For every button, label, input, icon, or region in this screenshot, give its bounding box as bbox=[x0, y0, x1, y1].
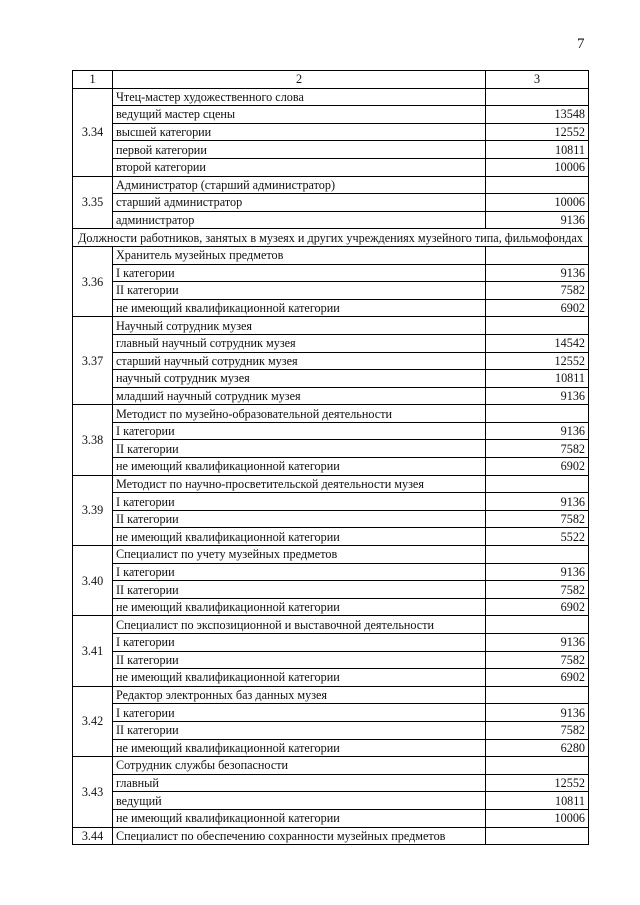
section-heading: Должности работников, занятых в музеях и других учреждениях музейного типа, фильмофондах bbox=[73, 229, 589, 247]
position-label: II категории bbox=[113, 440, 486, 458]
salary-value: 7582 bbox=[486, 721, 589, 739]
table-row bbox=[73, 493, 589, 511]
position-label: не имеющий квалификационной категории bbox=[113, 669, 486, 687]
salary-value: 6902 bbox=[486, 598, 589, 616]
position-title: Чтец-мастер художественного слова bbox=[113, 88, 486, 106]
group-title-row bbox=[73, 827, 589, 845]
item-number: 3.41 bbox=[73, 616, 113, 686]
salary-value: 12552 bbox=[486, 352, 589, 370]
position-label: I категории bbox=[113, 264, 486, 282]
salary-value: 7582 bbox=[486, 440, 589, 458]
group-title-row bbox=[73, 546, 589, 564]
position-label: II категории bbox=[113, 651, 486, 669]
position-label: не имеющий квалификационной категории bbox=[113, 299, 486, 317]
position-label: I категории bbox=[113, 422, 486, 440]
column-header-2: 2 bbox=[113, 71, 486, 89]
position-label: администратор bbox=[113, 211, 486, 229]
position-title-value bbox=[486, 176, 589, 194]
column-header-3: 3 bbox=[486, 71, 589, 89]
position-title: Администратор (старший администратор) bbox=[113, 176, 486, 194]
table-row bbox=[73, 739, 589, 757]
salary-value: 12552 bbox=[486, 123, 589, 141]
group-title-row bbox=[73, 405, 589, 423]
salary-value: 10811 bbox=[486, 370, 589, 388]
table-row bbox=[73, 370, 589, 388]
position-title-value bbox=[486, 546, 589, 564]
table-header-row bbox=[73, 71, 589, 89]
salary-value: 5522 bbox=[486, 528, 589, 546]
position-label: I категории bbox=[113, 704, 486, 722]
group-title-row bbox=[73, 475, 589, 493]
position-label: старший научный сотрудник музея bbox=[113, 352, 486, 370]
table-row bbox=[73, 581, 589, 599]
salary-value: 7582 bbox=[486, 651, 589, 669]
salary-value: 10811 bbox=[486, 792, 589, 810]
salary-value: 6902 bbox=[486, 669, 589, 687]
page-number: 7 bbox=[577, 36, 585, 52]
table-row bbox=[73, 721, 589, 739]
salary-value: 12552 bbox=[486, 774, 589, 792]
position-title: Сотрудник службы безопасности bbox=[113, 757, 486, 775]
salary-value: 10006 bbox=[486, 158, 589, 176]
position-title: Специалист по учету музейных предметов bbox=[113, 546, 486, 564]
position-title: Редактор электронных баз данных музея bbox=[113, 686, 486, 704]
salary-value: 14542 bbox=[486, 334, 589, 352]
group-title-row bbox=[73, 317, 589, 335]
table-row bbox=[73, 528, 589, 546]
salary-value: 6280 bbox=[486, 739, 589, 757]
position-label: не имеющий квалификационной категории bbox=[113, 739, 486, 757]
position-label: II категории bbox=[113, 282, 486, 300]
position-label: ведущий мастер сцены bbox=[113, 106, 486, 124]
salary-value: 7582 bbox=[486, 581, 589, 599]
group-title-row bbox=[73, 88, 589, 106]
salary-value: 7582 bbox=[486, 282, 589, 300]
table-row bbox=[73, 264, 589, 282]
position-label: не имеющий квалификационной категории bbox=[113, 458, 486, 476]
table-row bbox=[73, 141, 589, 159]
salary-value: 9136 bbox=[486, 264, 589, 282]
salary-value: 9136 bbox=[486, 563, 589, 581]
table-row bbox=[73, 299, 589, 317]
item-number: 3.36 bbox=[73, 246, 113, 316]
table-row bbox=[73, 458, 589, 476]
salary-value: 9136 bbox=[486, 493, 589, 511]
table-row bbox=[73, 282, 589, 300]
table-row bbox=[73, 704, 589, 722]
table-row bbox=[73, 563, 589, 581]
position-label: научный сотрудник музея bbox=[113, 370, 486, 388]
item-number: 3.40 bbox=[73, 546, 113, 616]
position-label: II категории bbox=[113, 721, 486, 739]
salary-value: 13548 bbox=[486, 106, 589, 124]
item-number: 3.34 bbox=[73, 88, 113, 176]
table-row bbox=[73, 387, 589, 405]
salary-value: 10006 bbox=[486, 809, 589, 827]
position-title-value bbox=[486, 405, 589, 423]
salary-value: 9136 bbox=[486, 387, 589, 405]
item-number: 3.42 bbox=[73, 686, 113, 756]
position-label: не имеющий квалификационной категории bbox=[113, 598, 486, 616]
position-title-value bbox=[486, 827, 589, 845]
position-title: Хранитель музейных предметов bbox=[113, 246, 486, 264]
salary-value: 6902 bbox=[486, 458, 589, 476]
position-title-value bbox=[486, 475, 589, 493]
section-heading-row bbox=[73, 229, 589, 247]
position-label: младший научный сотрудник музея bbox=[113, 387, 486, 405]
salary-value: 10811 bbox=[486, 141, 589, 159]
position-label: не имеющий квалификационной категории bbox=[113, 809, 486, 827]
item-number: 3.37 bbox=[73, 317, 113, 405]
table-row bbox=[73, 158, 589, 176]
position-label: I категории bbox=[113, 563, 486, 581]
position-label: первой категории bbox=[113, 141, 486, 159]
salary-value: 9136 bbox=[486, 211, 589, 229]
column-header-1: 1 bbox=[73, 71, 113, 89]
group-title-row bbox=[73, 616, 589, 634]
position-title: Специалист по экспозиционной и выставочной деятельности bbox=[113, 616, 486, 634]
group-title-row bbox=[73, 686, 589, 704]
position-label: высшей категории bbox=[113, 123, 486, 141]
item-number: 3.35 bbox=[73, 176, 113, 229]
position-title: Методист по музейно-образовательной деятельности bbox=[113, 405, 486, 423]
salary-table-body bbox=[73, 71, 589, 845]
position-label: ведущий bbox=[113, 792, 486, 810]
table-row bbox=[73, 669, 589, 687]
position-title-value bbox=[486, 246, 589, 264]
table-row bbox=[73, 809, 589, 827]
salary-value: 9136 bbox=[486, 634, 589, 652]
table-row bbox=[73, 510, 589, 528]
position-title: Методист по научно-просветительской деятельности музея bbox=[113, 475, 486, 493]
table-row bbox=[73, 352, 589, 370]
salary-value: 9136 bbox=[486, 422, 589, 440]
table-row bbox=[73, 123, 589, 141]
position-label: второй категории bbox=[113, 158, 486, 176]
table-row bbox=[73, 194, 589, 212]
position-title: Специалист по обеспечению сохранности музейных предметов bbox=[113, 827, 486, 845]
position-title-value bbox=[486, 686, 589, 704]
table-row bbox=[73, 792, 589, 810]
position-title-value bbox=[486, 317, 589, 335]
position-label: I категории bbox=[113, 493, 486, 511]
position-label: не имеющий квалификационной категории bbox=[113, 528, 486, 546]
salary-table bbox=[72, 70, 589, 845]
item-number: 3.43 bbox=[73, 757, 113, 827]
table-row bbox=[73, 422, 589, 440]
table-row bbox=[73, 651, 589, 669]
position-label: II категории bbox=[113, 510, 486, 528]
table-row bbox=[73, 440, 589, 458]
position-label: старший администратор bbox=[113, 194, 486, 212]
salary-value: 6902 bbox=[486, 299, 589, 317]
table-row bbox=[73, 598, 589, 616]
salary-value: 7582 bbox=[486, 510, 589, 528]
position-label: II категории bbox=[113, 581, 486, 599]
item-number: 3.38 bbox=[73, 405, 113, 475]
group-title-row bbox=[73, 757, 589, 775]
position-title-value bbox=[486, 88, 589, 106]
group-title-row bbox=[73, 176, 589, 194]
item-number: 3.39 bbox=[73, 475, 113, 545]
table-row bbox=[73, 106, 589, 124]
group-title-row bbox=[73, 246, 589, 264]
position-label: главный bbox=[113, 774, 486, 792]
position-title-value bbox=[486, 757, 589, 775]
salary-value: 10006 bbox=[486, 194, 589, 212]
table-row bbox=[73, 334, 589, 352]
position-label: I категории bbox=[113, 634, 486, 652]
table-row bbox=[73, 774, 589, 792]
position-title-value bbox=[486, 616, 589, 634]
position-title: Научный сотрудник музея bbox=[113, 317, 486, 335]
salary-value: 9136 bbox=[486, 704, 589, 722]
position-label: главный научный сотрудник музея bbox=[113, 334, 486, 352]
item-number: 3.44 bbox=[73, 827, 113, 845]
table-row bbox=[73, 211, 589, 229]
table-row bbox=[73, 634, 589, 652]
